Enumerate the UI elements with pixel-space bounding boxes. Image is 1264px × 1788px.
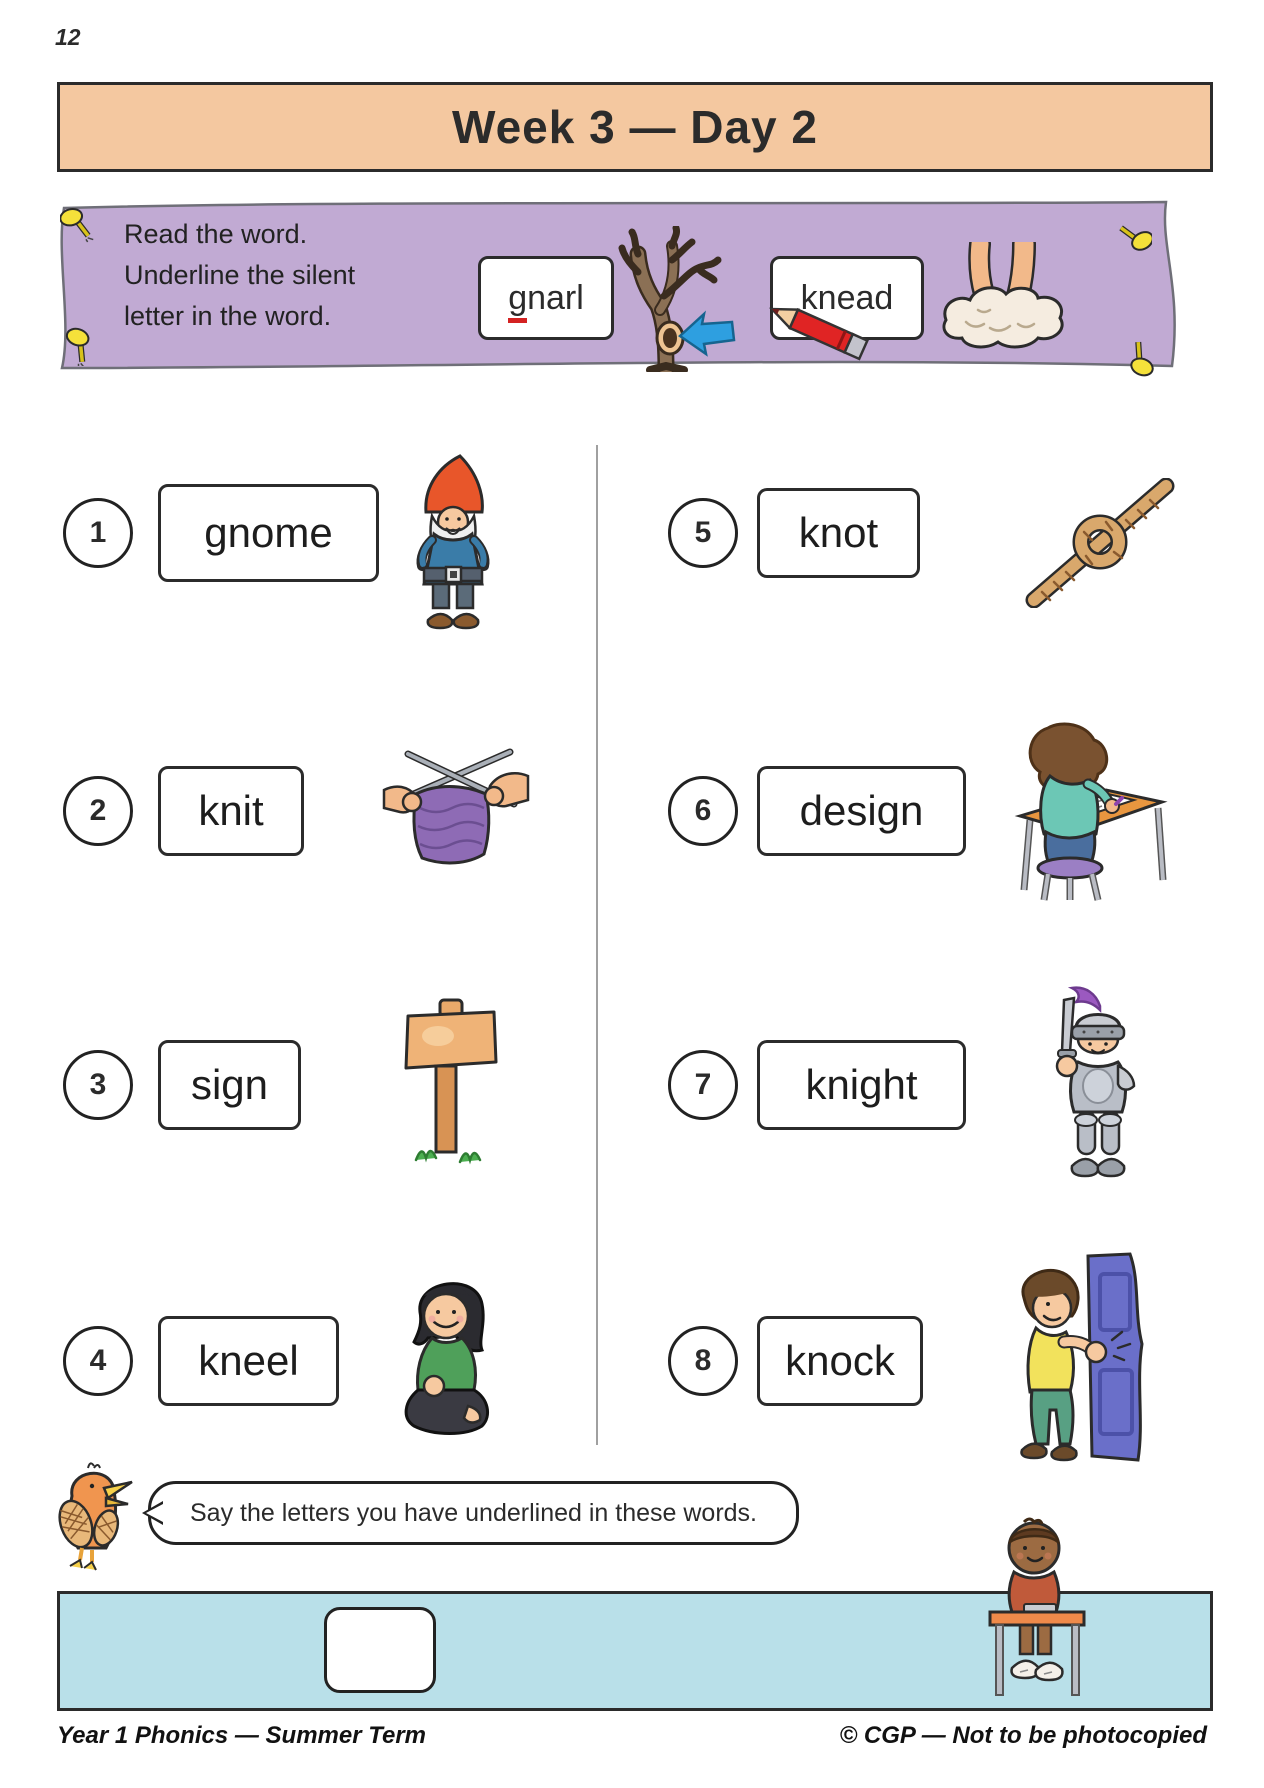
underlined-silent-letter: g xyxy=(508,279,527,323)
design-drawing-image xyxy=(1010,718,1170,902)
pin-icon xyxy=(60,204,94,244)
item-number-4: 4 xyxy=(63,1326,133,1396)
item-number-3: 3 xyxy=(63,1050,133,1120)
example-word-gnarl: gnarl xyxy=(478,256,614,340)
word-box-sign[interactable]: sign xyxy=(158,1040,301,1130)
page-title: Week 3 — Day 2 xyxy=(451,101,818,153)
word-box-kneel[interactable]: kneel xyxy=(158,1316,339,1406)
instructions xyxy=(124,214,424,337)
word-box-knit[interactable]: knit xyxy=(158,766,304,856)
gnome-image xyxy=(402,452,502,632)
item-number-2: 2 xyxy=(63,776,133,846)
item-number-5: 5 xyxy=(668,498,738,568)
rope-knot-image xyxy=(1022,478,1178,608)
bird-mascot-image xyxy=(48,1462,138,1578)
kneeling-girl-image xyxy=(390,1266,508,1448)
knitting-image xyxy=(382,742,530,874)
instruction-line: Underline the silent xyxy=(124,260,356,290)
instruction-line: letter in the word. xyxy=(124,301,332,331)
header-banner xyxy=(57,82,1213,172)
word-box-knock[interactable]: knock xyxy=(757,1316,923,1406)
pencil-icon xyxy=(762,298,882,364)
boy-at-desk-image xyxy=(972,1516,1092,1704)
page-number: 12 xyxy=(55,24,81,50)
speech-bubble: Say the letters you have underlined in these words. xyxy=(148,1481,799,1545)
footer-copyright: © CGP — Not to be photocopied xyxy=(839,1722,1207,1749)
knight-image xyxy=(1036,982,1160,1182)
word-box-knot[interactable]: knot xyxy=(757,488,920,578)
kneading-dough-image xyxy=(932,242,1072,354)
underlined-silent-letter: k xyxy=(801,279,818,323)
pin-icon xyxy=(62,326,96,366)
score-input-box[interactable] xyxy=(324,1607,436,1693)
word-box-design[interactable]: design xyxy=(757,766,966,856)
item-number-7: 7 xyxy=(668,1050,738,1120)
item-number-6: 6 xyxy=(668,776,738,846)
pin-icon xyxy=(1124,338,1158,378)
item-number-8: 8 xyxy=(668,1326,738,1396)
boy-knocking-door-image xyxy=(1008,1252,1162,1468)
gnarled-tree-image xyxy=(614,226,736,372)
instruction-line: Read the word. xyxy=(124,219,308,249)
wooden-signpost-image xyxy=(398,998,504,1168)
footer-series-title: Year 1 Phonics — Summer Term xyxy=(57,1722,427,1749)
example-word-knead: knead xyxy=(770,256,924,340)
word-box-knight[interactable]: knight xyxy=(757,1040,966,1130)
pin-icon xyxy=(1118,216,1152,256)
item-number-1: 1 xyxy=(63,498,133,568)
word-box-gnome[interactable]: gnome xyxy=(158,484,379,582)
column-divider xyxy=(596,445,598,1445)
